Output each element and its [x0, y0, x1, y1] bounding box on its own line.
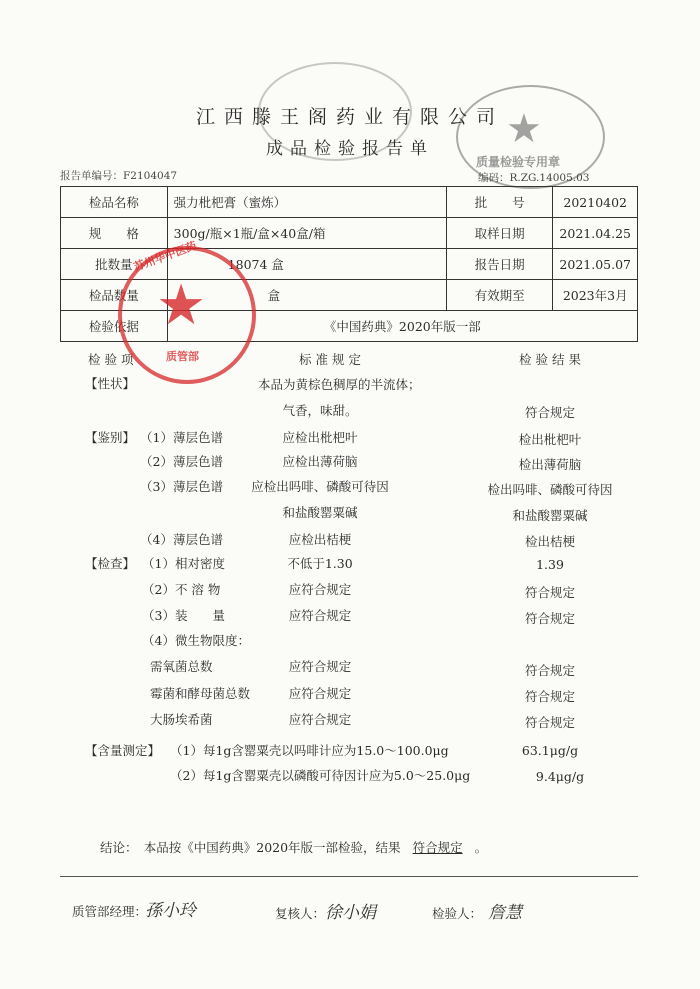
col-result-header: 检 验 结 果 [519, 352, 581, 367]
assay-row: （2）每1g含罂粟壳以磷酸可待因计应为5.0～25.0μg [170, 768, 471, 783]
table-row: 检出薄荷脑 [518, 457, 582, 472]
product-label: 检品名称 [61, 187, 168, 218]
qa-manager-signature: 孫小玲 [145, 901, 196, 921]
col-standard-header: 标 准 规 定 [299, 352, 361, 367]
table-row: 符合规定 [524, 689, 575, 704]
table-row: 应符合规定 [288, 608, 352, 623]
report-number: 报告单编号：F2104047 [60, 170, 178, 182]
section-inspection: 【检查】 [85, 556, 136, 571]
table-row: 检出桔梗 [524, 534, 575, 549]
table-row: 气香，味甜。 [282, 403, 358, 418]
table-row: 霉菌和酵母菌总数 [150, 686, 251, 701]
table-row: 需氧菌总数 [150, 659, 213, 674]
table-row: 应检出吗啡、磷酸可待因 [251, 479, 389, 494]
batch-label: 批 号 [446, 187, 553, 218]
company-name: 江西滕王阁药业有限公司 [195, 106, 504, 128]
table-row: 应检出薄荷脑 [282, 454, 358, 469]
table-row: 应符合规定 [288, 659, 352, 674]
table-row: （1）薄层色谱 [140, 430, 223, 445]
table-row: （4）微生物限度： [142, 633, 250, 648]
table-row: 应检出枇杷叶 [282, 430, 358, 445]
col-item-header: 检 验 项 [88, 352, 134, 367]
table-row: 检出枇杷叶 [518, 432, 582, 447]
batch-value: 20210402 [553, 187, 638, 218]
reviewer-label: 复核人： [275, 906, 326, 921]
basis-label: 检验依据 [61, 311, 168, 342]
table-row: （3）装 量 [142, 608, 225, 623]
table-row: 和盐酸罂粟碱 [282, 505, 358, 520]
footer-rule [60, 876, 638, 877]
qty-value: 盒 [167, 280, 446, 311]
table-row: 应符合规定 [288, 712, 352, 727]
red-company-seal: ★ 苏州华中医药 质管部 [118, 246, 256, 384]
assay-result: 63.1μg/g [521, 743, 579, 758]
seal-star-icon: ★ [506, 106, 542, 152]
document-code: 编码：R.ZG.14005.03 [478, 172, 590, 184]
report-date-label: 报告日期 [446, 249, 553, 280]
spec-value: 300g/瓶×1瓶/盒×40盒/箱 [167, 218, 446, 249]
table-row: （3）薄层色谱 [140, 479, 223, 494]
conclusion: 结论： 本品按《中国药典》2020年版一部检验，结果 符合规定 。 [100, 840, 488, 855]
table-row: （2）不 溶 物 [142, 582, 221, 597]
table-row: 符合规定 [524, 715, 575, 730]
document-title: 成品检验报告单 [266, 139, 434, 159]
conclusion-result: 符合规定 [412, 840, 463, 855]
table-row: 符合规定 [524, 405, 575, 420]
section-assay: 【含量测定】 [85, 743, 161, 758]
table-row: 和盐酸罂粟碱 [512, 508, 588, 523]
reviewer-signature: 徐小娟 [325, 903, 376, 923]
table-row: 应符合规定 [288, 582, 352, 597]
section-identification: 【鉴别】 [85, 430, 136, 445]
table-row: 1.39 [536, 557, 564, 572]
assay-result: 9.4μg/g [535, 769, 585, 784]
table-row: 检出吗啡、磷酸可待因 [487, 482, 613, 497]
table-row: 应符合规定 [288, 686, 352, 701]
section-character: 【性状】 [85, 376, 136, 391]
assay-row: （1）每1g含罂粟壳以吗啡计应为15.0～100.0μg [170, 743, 449, 758]
basis-value: 《中国药典》2020年版一部 [167, 311, 637, 342]
inspector-label: 检验人： [432, 906, 483, 921]
table-row: 本品为黄棕色稠厚的半流体； [258, 377, 421, 392]
table-row: 符合规定 [524, 611, 575, 626]
sample-date-label: 取样日期 [446, 218, 553, 249]
table-row: （2）薄层色谱 [140, 454, 223, 469]
expiry-label: 有效期至 [446, 280, 553, 311]
table-row: 符合规定 [524, 585, 575, 600]
table-row: 不低于1.30 [287, 556, 353, 571]
sample-date-value: 2021.04.25 [553, 218, 638, 249]
batch-qty-value: 18074 盒 [167, 249, 446, 280]
table-row: （4）薄层色谱 [140, 532, 223, 547]
quality-seal: ★ 质量检验专用章 [456, 85, 605, 189]
table-row: 应检出桔梗 [288, 532, 352, 547]
spec-label: 规 格 [61, 218, 168, 249]
table-row: （1）相对密度 [142, 556, 225, 571]
qa-manager-label: 质管部经理： [72, 904, 148, 919]
batch-qty-label: 批数量 [61, 249, 168, 280]
table-row: 符合规定 [524, 663, 575, 678]
table-row: 大肠埃希菌 [150, 712, 213, 727]
inspector-signature: 詹慧 [488, 903, 522, 923]
expiry-value: 2023年3月 [553, 280, 638, 311]
seal-star-icon: ★ [156, 273, 207, 338]
report-date-value: 2021.05.07 [553, 249, 638, 280]
qty-label: 检品数量 [61, 280, 168, 311]
product-value: 强力枇杷膏（蜜炼） [167, 187, 446, 218]
